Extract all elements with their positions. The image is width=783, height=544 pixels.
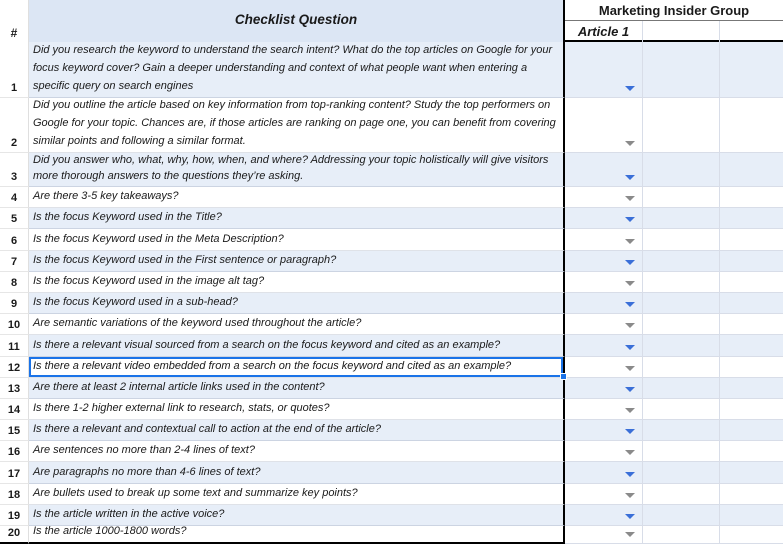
column-header-number[interactable] — [0, 0, 29, 42]
empty-cell-1[interactable] — [643, 399, 720, 420]
dropdown-cell[interactable] — [565, 187, 643, 208]
question-cell[interactable] — [29, 484, 565, 505]
table-header — [0, 0, 783, 42]
group-header-label: Marketing Insider Group — [598, 2, 750, 18]
fill-handle[interactable] — [560, 373, 567, 380]
table-row — [0, 42, 783, 98]
row-number-cell[interactable]: 9 — [0, 293, 29, 314]
dropdown-arrow-icon[interactable] — [625, 323, 635, 328]
question-text: Is the focus Keyword used in a sub-head? — [33, 296, 238, 309]
dropdown-arrow-icon[interactable] — [625, 175, 635, 180]
dropdown-cell[interactable] — [565, 357, 643, 378]
table-row — [0, 505, 783, 526]
question-text: Is the focus Keyword used in the image alt tag? — [33, 274, 265, 287]
dropdown-cell[interactable] — [565, 314, 643, 335]
empty-cell-1[interactable] — [643, 314, 720, 335]
question-cell[interactable] — [29, 208, 565, 229]
question-text: Is the article written in the active voice? — [33, 508, 225, 520]
empty-cell-1[interactable] — [643, 153, 720, 187]
question-cell[interactable] — [29, 526, 565, 544]
row-number-cell[interactable]: 1 — [0, 42, 29, 98]
empty-cell-2[interactable] — [720, 251, 783, 272]
empty-cell-1[interactable] — [643, 187, 720, 208]
row-number-cell[interactable]: 3 — [0, 153, 29, 187]
row-number-cell[interactable]: 18 — [0, 484, 29, 505]
dropdown-arrow-icon[interactable] — [625, 408, 635, 413]
row-number-cell[interactable]: 16 — [0, 441, 29, 462]
question-cell[interactable] — [29, 399, 565, 420]
empty-cell-2[interactable] — [720, 229, 783, 250]
question-cell[interactable] — [29, 229, 565, 250]
dropdown-arrow-icon[interactable] — [625, 260, 635, 265]
empty-cell-2[interactable] — [720, 484, 783, 505]
table-row — [0, 98, 783, 153]
dropdown-cell[interactable] — [565, 153, 643, 187]
dropdown-cell[interactable] — [565, 229, 643, 250]
row-number-cell[interactable]: 15 — [0, 420, 29, 441]
question-text: Are sentences no more than 2-4 lines of text? — [33, 444, 255, 457]
empty-cell-2[interactable] — [720, 462, 783, 483]
question-text: Did you answer who, what, why, how, when, and where? Addressing your topic holistically will give visitors more thorough answers to the questions they’re asking. — [33, 154, 549, 182]
row-number-cell[interactable]: 2 — [0, 98, 29, 153]
row-number-cell[interactable]: 17 — [0, 462, 29, 483]
empty-cell-1[interactable] — [643, 208, 720, 229]
empty-cell-2[interactable] — [720, 357, 783, 378]
question-text: Is there a relevant visual sourced from a search on the focus keyword and cited as an example? — [33, 338, 501, 351]
dropdown-arrow-icon[interactable] — [625, 196, 635, 201]
empty-cell-1[interactable] — [643, 272, 720, 293]
empty-cell-2[interactable] — [720, 441, 783, 462]
row-number-cell[interactable]: 6 — [0, 229, 29, 250]
empty-cell-1[interactable] — [643, 357, 720, 378]
article-header-row — [565, 21, 783, 42]
question-cell[interactable] — [29, 441, 565, 462]
empty-cell-1[interactable] — [643, 462, 720, 483]
table-row — [0, 378, 783, 399]
table-row — [0, 314, 783, 335]
question-cell[interactable] — [29, 420, 565, 441]
row-number-cell[interactable]: 14 — [0, 399, 29, 420]
dropdown-arrow-icon[interactable] — [625, 345, 635, 350]
empty-cell-2[interactable] — [720, 272, 783, 293]
question-cell[interactable] — [29, 272, 565, 293]
empty-cell-2[interactable] — [720, 335, 783, 356]
dropdown-cell[interactable] — [565, 399, 643, 420]
table-row — [0, 293, 783, 314]
table-row — [0, 208, 783, 229]
question-cell[interactable] — [29, 98, 565, 153]
question-column-label: Checklist Question — [234, 11, 358, 27]
empty-cell-1[interactable] — [643, 335, 720, 356]
table-row — [0, 357, 783, 378]
empty-cell-1[interactable] — [643, 378, 720, 399]
empty-cell-1[interactable] — [643, 484, 720, 505]
dropdown-arrow-icon[interactable] — [625, 472, 635, 477]
empty-cell-2[interactable] — [720, 399, 783, 420]
table-row — [0, 272, 783, 293]
question-text: Are there 3-5 key takeaways? — [33, 190, 179, 203]
empty-cell-2[interactable] — [720, 208, 783, 229]
empty-cell-1[interactable] — [643, 420, 720, 441]
question-text: Are paragraphs no more than 4-6 lines of text? — [33, 465, 261, 478]
question-text: Is there a relevant and contextual call to action at the end of the article? — [33, 423, 381, 436]
question-cell[interactable] — [29, 314, 565, 335]
question-text: Is there 1-2 higher external link to research, stats, or quotes? — [33, 402, 330, 415]
question-cell[interactable] — [29, 505, 565, 526]
row-number-cell[interactable]: 13 — [0, 378, 29, 399]
dropdown-cell[interactable] — [565, 208, 643, 229]
empty-cell-1[interactable] — [643, 42, 720, 98]
dropdown-cell[interactable] — [565, 484, 643, 505]
question-text: Is the focus Keyword used in the Meta Description? — [33, 232, 284, 245]
question-text: Is there a relevant video embedded from a search on the focus keyword and cited as an example? — [33, 359, 512, 372]
row-number-cell[interactable]: 7 — [0, 251, 29, 272]
row-number-cell[interactable]: 19 — [0, 505, 29, 526]
dropdown-arrow-icon[interactable] — [625, 141, 635, 146]
dropdown-arrow-icon[interactable] — [625, 493, 635, 498]
row-number-cell[interactable]: 5 — [0, 208, 29, 229]
empty-cell-2[interactable] — [720, 187, 783, 208]
row-number-cell[interactable]: 10 — [0, 314, 29, 335]
table-row — [0, 153, 783, 187]
table-row — [0, 251, 783, 272]
question-cell[interactable] — [29, 187, 565, 208]
dropdown-cell[interactable] — [565, 420, 643, 441]
empty-cell-2[interactable] — [720, 526, 783, 544]
dropdown-cell[interactable] — [565, 335, 643, 356]
question-cell[interactable] — [29, 293, 565, 314]
question-cell[interactable] — [29, 357, 565, 378]
empty-cell-2[interactable] — [720, 378, 783, 399]
column-header-question[interactable] — [29, 0, 565, 42]
table-row — [0, 399, 783, 420]
table-row — [0, 229, 783, 250]
dropdown-cell[interactable] — [565, 505, 643, 526]
table-row — [0, 526, 783, 544]
row-number-cell[interactable]: 20 — [0, 526, 29, 544]
dropdown-cell[interactable] — [565, 526, 643, 544]
empty-cell-2[interactable] — [720, 420, 783, 441]
row-number-cell[interactable]: 12 — [0, 357, 29, 378]
question-text: Did you research the keyword to understand the search intent? What do the top articles on Google for your focus keyword cover? Gain a deeper understanding and context of what people want when entering a specific query on search engines — [33, 44, 553, 92]
dropdown-arrow-icon[interactable] — [625, 387, 635, 392]
empty-cell-2[interactable] — [720, 314, 783, 335]
empty-cell-2[interactable] — [720, 293, 783, 314]
table-body — [0, 42, 783, 544]
dropdown-cell[interactable] — [565, 462, 643, 483]
row-number-cell[interactable]: 11 — [0, 335, 29, 356]
dropdown-arrow-icon[interactable] — [625, 302, 635, 307]
right-header-block — [565, 0, 783, 42]
dropdown-cell[interactable] — [565, 378, 643, 399]
row-number-cell[interactable]: 4 — [0, 187, 29, 208]
group-header-cell[interactable] — [565, 0, 783, 21]
question-cell[interactable] — [29, 378, 565, 399]
question-cell[interactable] — [29, 335, 565, 356]
empty-cell-1[interactable] — [643, 526, 720, 544]
row-number-cell[interactable]: 8 — [0, 272, 29, 293]
dropdown-arrow-icon[interactable] — [625, 239, 635, 244]
dropdown-arrow-icon[interactable] — [625, 450, 635, 455]
dropdown-arrow-icon[interactable] — [625, 429, 635, 434]
number-column-label: # — [10, 26, 18, 40]
dropdown-arrow-icon[interactable] — [625, 532, 635, 537]
dropdown-cell[interactable] — [565, 272, 643, 293]
question-text: Are semantic variations of the keyword used throughout the article? — [33, 317, 362, 330]
empty-cell-1[interactable] — [643, 293, 720, 314]
empty-cell-1[interactable] — [643, 505, 720, 526]
empty-cell-2[interactable] — [720, 42, 783, 98]
question-text: Is the focus Keyword used in the Title? — [33, 211, 222, 224]
question-cell[interactable] — [29, 153, 565, 187]
question-cell[interactable] — [29, 462, 565, 483]
empty-cell-2[interactable] — [720, 153, 783, 187]
dropdown-cell[interactable] — [565, 441, 643, 462]
question-text: Is the focus Keyword used in the First sentence or paragraph? — [33, 253, 337, 266]
article-header-cell[interactable] — [565, 21, 643, 42]
empty-cell-2[interactable] — [720, 505, 783, 526]
dropdown-arrow-icon[interactable] — [625, 86, 635, 91]
empty-cell-1[interactable] — [643, 251, 720, 272]
empty-cell-1[interactable] — [643, 229, 720, 250]
table-row — [0, 484, 783, 505]
question-cell[interactable] — [29, 42, 565, 98]
dropdown-cell[interactable] — [565, 251, 643, 272]
empty-header-cell-2[interactable] — [720, 21, 783, 42]
empty-cell-2[interactable] — [720, 98, 783, 153]
dropdown-arrow-icon[interactable] — [625, 366, 635, 371]
article-header-label: Article 1 — [577, 24, 630, 39]
table-row — [0, 462, 783, 483]
table-row — [0, 335, 783, 356]
question-text: Are bullets used to break up some text and summarize key points? — [33, 486, 358, 499]
question-text: Did you outline the article based on key information from top-ranking content? Study the top performers on Google for your topic. Chances are, if those articles are ranking on page one, you can benefit from covering similar points and following a similar format. — [33, 99, 556, 147]
dropdown-cell[interactable] — [565, 42, 643, 98]
dropdown-arrow-icon[interactable] — [625, 217, 635, 222]
dropdown-cell[interactable] — [565, 293, 643, 314]
dropdown-arrow-icon[interactable] — [625, 514, 635, 519]
empty-header-cell-1[interactable] — [643, 21, 720, 42]
question-text: Are there at least 2 internal article links used in the content? — [33, 380, 325, 393]
empty-cell-1[interactable] — [643, 98, 720, 153]
question-text: Is the article 1000-1800 words? — [33, 526, 187, 537]
table-row — [0, 420, 783, 441]
table-row — [0, 441, 783, 462]
dropdown-cell[interactable] — [565, 98, 643, 153]
empty-cell-1[interactable] — [643, 441, 720, 462]
dropdown-arrow-icon[interactable] — [625, 281, 635, 286]
table-row — [0, 187, 783, 208]
question-cell[interactable] — [29, 251, 565, 272]
